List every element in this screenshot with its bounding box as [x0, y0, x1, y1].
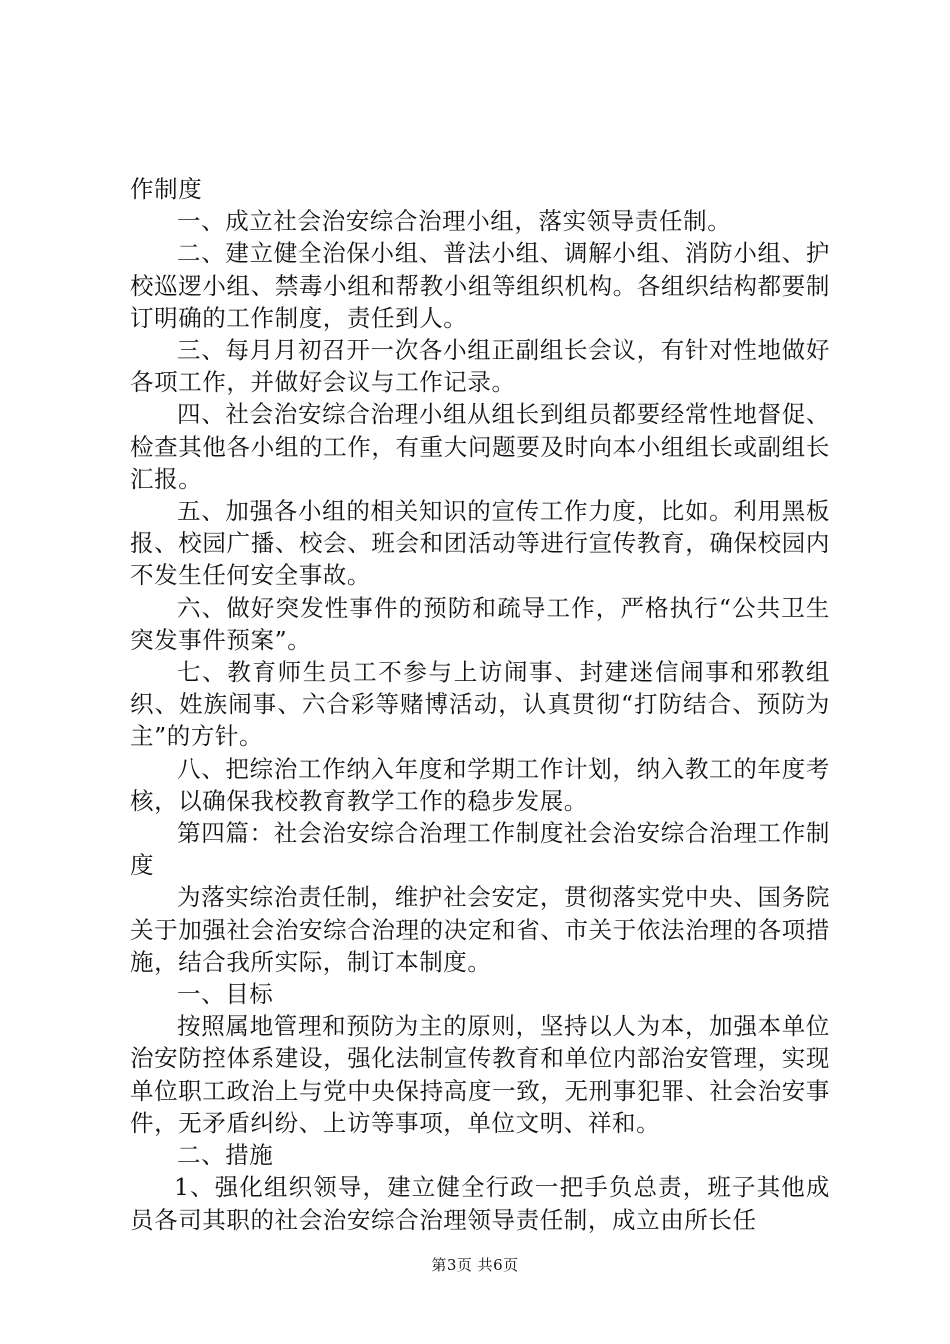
document-body — [130, 173, 830, 1236]
paragraph-item-5: 五、加强各小组的相关知识的宣传工作力度，比如。利用黑板报、校园广播、校会、班会和团活动等进行宣传教育，确保校园内不发生任何安全事故。 — [130, 497, 830, 590]
paragraph-continuation: 作制度 — [130, 175, 203, 203]
paragraph-item-4: 四、社会治安综合治理小组从组长到组员都要经常性地督促、检查其他各小组的工作，有重大问题要及时向本小组组长或副组长汇报。 — [130, 400, 830, 493]
page-number-footer: 第3页 共6页 — [431, 1256, 519, 1274]
paragraph-measure-1: 1、强化组织领导，建立健全行政一把手负总责，班子其他成员各司其职的社会治安综合治理领导责任制，成立由所长任 — [130, 1173, 830, 1234]
subheading-measures: 二、措施 — [177, 1141, 274, 1170]
paragraph-intro: 为落实综治责任制，维护社会安定，贯彻落实党中央、国务院关于加强社会治安综合治理的决定和省、市关于依法治理的各项措施，结合我所实际，制订本制度。 — [130, 883, 830, 976]
subheading-goals: 一、目标 — [177, 980, 274, 1009]
paragraph-item-1: 一、成立社会治安综合治理小组，落实领导责任制。 — [177, 207, 732, 236]
paragraph-goals: 按照属地管理和预防为主的原则，坚持以人为本，加强本单位治安防控体系建设，强化法制宣传教育和单位内部治安管理，实现单位职工政治上与党中央保持高度一致，无刑事犯罪、社会治安事件，无矛盾纠纷、上访等事项，单位文明、祥和。 — [130, 1012, 830, 1137]
paragraph-item-3: 三、每月月初召开一次各小组正副组长会议，有针对性地做好各项工作，并做好会议与工作记录。 — [130, 336, 830, 397]
paragraph-item-2: 二、建立健全治保小组、普法小组、调解小组、消防小组、护校巡逻小组、禁毒小组和帮教小组等组织机构。各组织结构都要制订明确的工作制度，责任到人。 — [130, 239, 830, 332]
paragraph-item-7: 七、教育师生员工不参与上访闹事、封建迷信闹事和邪教组织、姓族闹事、六合彩等赌博活动，认真贯彻“打防结合、预防为主”的方针。 — [130, 658, 830, 751]
paragraph-item-6: 六、做好突发性事件的预防和疏导工作，严格执行“公共卫生突发事件预案”。 — [130, 593, 830, 654]
section-heading-part-4: 第四篇：社会治安综合治理工作制度社会治安综合治理工作制度 — [130, 819, 830, 880]
paragraph-item-8: 八、把综治工作纳入年度和学期工作计划，纳入教工的年度考核，以确保我校教育教学工作的稳步发展。 — [130, 754, 830, 815]
